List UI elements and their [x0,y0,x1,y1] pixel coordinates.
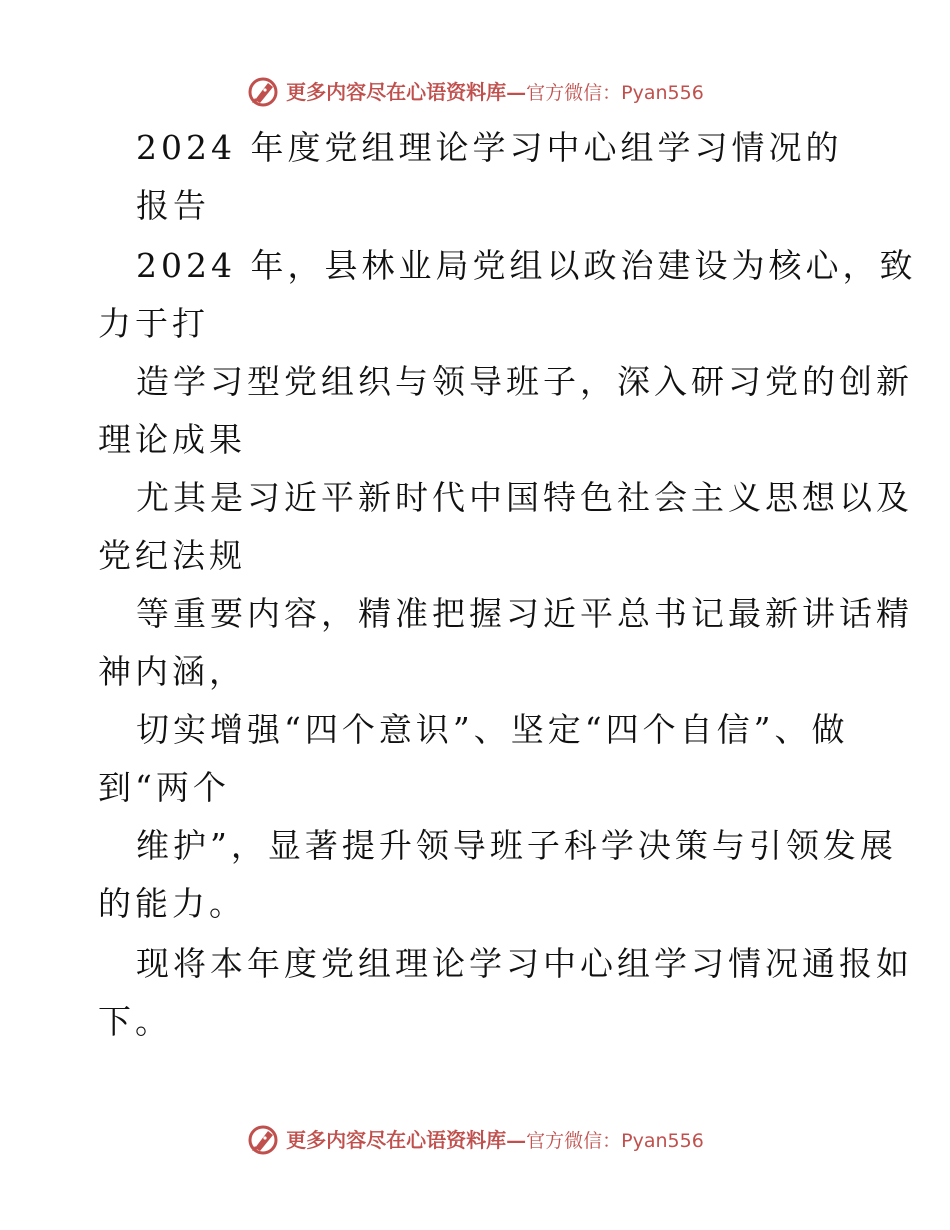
banner-wechat: 官方微信：Pyan556 [526,1129,704,1152]
doc-title-line-2: 报告 [136,186,210,225]
banner-wechat: 官方微信：Pyan556 [526,81,704,104]
paragraph-line: 尤其是习近平新时代中国特色社会主义思想以及 [136,478,913,517]
footer-banner [0,1120,950,1160]
paragraph-line: 2024 年，县林业局党组以政治建设为核心，致 [136,246,917,285]
paragraph-line: 党纪法规 [98,536,246,575]
doc-title-line-1: 2024 年度党组理论学习中心组学习情况的 [136,128,843,167]
paragraph-line: 理论成果 [98,420,246,459]
header-banner [0,72,950,112]
paragraph-line: 现将本年度党组理论学习中心组学习情况通报如 [136,944,913,983]
paragraph-line: 的能力。 [98,884,246,923]
banner-text [286,1127,704,1152]
banner-text [286,79,704,104]
paragraph-line: 等重要内容，精准把握习近平总书记最新讲话精 [136,594,913,633]
banner-dash: — [506,1127,527,1152]
pen-nib-circle-icon [246,75,280,109]
banner-title: 更多内容尽在心语资料库 [286,1127,507,1152]
paragraph-line: 下。 [98,1002,172,1041]
banner-title: 更多内容尽在心语资料库 [286,79,507,104]
banner-dash: — [506,79,527,104]
paragraph-line: 造学习型党组织与领导班子，深入研习党的创新 [136,362,913,401]
paragraph-line: 切实增强“四个意识”、坚定“四个自信”、做 [136,710,849,749]
paragraph-line: 到“两个 [98,768,230,807]
pen-nib-circle-icon [246,1123,280,1157]
paragraph-line: 力于打 [98,304,209,343]
paragraph-line: 维护”，显著提升领导班子科学决策与引领发展 [136,826,897,865]
paragraph-line: 神内涵， [98,652,246,691]
